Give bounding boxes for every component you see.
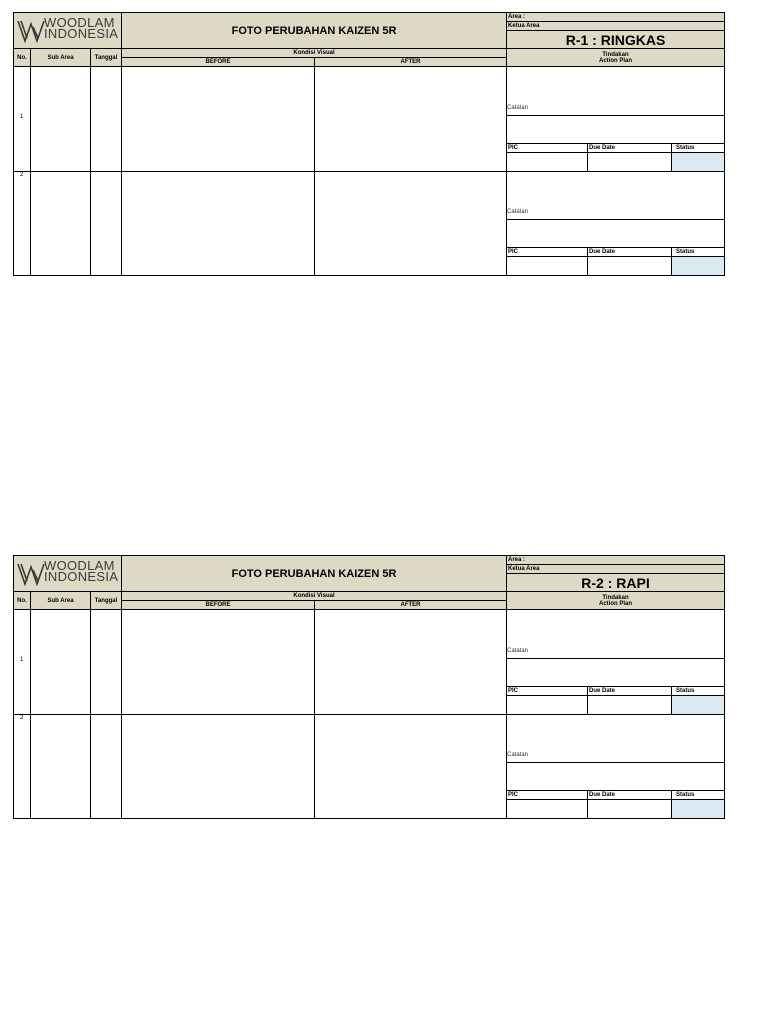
row-1-pic-label: PIC: [506, 686, 588, 696]
row-2-status-label: Status: [671, 790, 725, 800]
row-2-catatan-field[interactable]: [506, 762, 725, 791]
page-title: FOTO PERUBAHAN KAIZEN 5R: [121, 12, 507, 49]
tindakan-label: Tindakan: [602, 51, 629, 58]
area-label: Area :: [506, 12, 725, 22]
woodlam-logo-icon: [16, 562, 46, 586]
row-2-tindakan-cell[interactable]: [506, 171, 725, 220]
row-2-pic-label: PIC: [506, 790, 588, 800]
ketua-area-label: Ketua Area: [506, 564, 725, 574]
tindakan-label: Tindakan: [602, 594, 629, 601]
row-2-due-date-label: Due Date: [587, 247, 672, 257]
row-1-status-label: Status: [671, 686, 725, 696]
logo-line-1: WOODLAM: [44, 15, 115, 30]
row-1-sub-area-cell[interactable]: [30, 609, 91, 715]
row-1-due-date-field[interactable]: [587, 695, 672, 715]
catatan-label: Catatan: [507, 752, 529, 758]
catatan-label: Catatan: [507, 648, 529, 654]
row-number: 2: [20, 172, 24, 178]
area-label: Area :: [506, 555, 725, 565]
col-header-after: AFTER: [314, 600, 507, 610]
row-number: 1: [20, 657, 24, 663]
logo-wordmark: [44, 17, 118, 39]
row-2-sub-area-cell[interactable]: [30, 714, 91, 819]
row-1-tindakan-cell[interactable]: [506, 609, 725, 659]
row-2-due-date-label: Due Date: [587, 790, 672, 800]
row-1-due-date-label: Due Date: [587, 686, 672, 696]
row-1-catatan-field[interactable]: [506, 658, 725, 687]
action-plan-label: Action Plan: [598, 57, 632, 64]
logo-line-1: WOODLAM: [44, 558, 115, 573]
row-1-after-photo[interactable]: [314, 66, 507, 172]
row-1-after-photo[interactable]: [314, 609, 507, 715]
col-header-tindakan: [506, 48, 725, 67]
row-1-no-cell: [13, 609, 31, 715]
col-header-no: No.: [13, 48, 31, 67]
logo-line-2: INDONESIA: [44, 26, 119, 41]
catatan-label: Catatan: [507, 105, 529, 111]
row-2-before-photo[interactable]: [121, 171, 315, 276]
logo-cell: [13, 12, 122, 49]
row-2-due-date-field[interactable]: [587, 799, 672, 819]
row-1-due-date-field[interactable]: [587, 152, 672, 172]
logo-line-2: INDONESIA: [44, 569, 119, 584]
row-1-catatan-field[interactable]: [506, 115, 725, 144]
woodlam-logo-icon: [16, 19, 46, 43]
row-2-tindakan-cell[interactable]: [506, 714, 725, 763]
row-2-catatan-field[interactable]: [506, 219, 725, 248]
row-2-tanggal-cell[interactable]: [90, 171, 122, 276]
col-header-kondisi-visual: Kondisi Visual: [121, 591, 507, 601]
col-header-before: BEFORE: [121, 57, 315, 67]
ketua-area-label: Ketua Area: [506, 21, 725, 31]
col-header-tanggal: Tanggal: [90, 48, 122, 67]
row-1-pic-field[interactable]: [506, 695, 588, 715]
row-1-status-field[interactable]: [671, 152, 725, 172]
row-1-sub-area-cell[interactable]: [30, 66, 91, 172]
col-header-sub-area: Sub Area: [30, 48, 91, 67]
row-2-no-cell: [13, 714, 31, 819]
catatan-label: Catatan: [507, 209, 529, 215]
row-1-no-cell: [13, 66, 31, 172]
sheet-code: R-1 : RINGKAS: [506, 30, 725, 49]
row-2-status-label: Status: [671, 247, 725, 257]
col-header-tanggal: Tanggal: [90, 591, 122, 610]
row-2-before-photo[interactable]: [121, 714, 315, 819]
row-2-pic-field[interactable]: [506, 256, 588, 276]
row-2-tanggal-cell[interactable]: [90, 714, 122, 819]
page-title: FOTO PERUBAHAN KAIZEN 5R: [121, 555, 507, 592]
row-2-status-field[interactable]: [671, 799, 725, 819]
row-2-sub-area-cell[interactable]: [30, 171, 91, 276]
row-number: 2: [20, 715, 24, 721]
logo-cell: [13, 555, 122, 592]
row-1-pic-field[interactable]: [506, 152, 588, 172]
col-header-tindakan: [506, 591, 725, 610]
row-1-before-photo[interactable]: [121, 609, 315, 715]
col-header-after: AFTER: [314, 57, 507, 67]
col-header-before: BEFORE: [121, 600, 315, 610]
sheet-code: R-2 : RAPI: [506, 573, 725, 592]
row-2-after-photo[interactable]: [314, 171, 507, 276]
row-1-tanggal-cell[interactable]: [90, 66, 122, 172]
row-1-tindakan-cell[interactable]: [506, 66, 725, 116]
logo-wordmark: [44, 560, 118, 582]
row-2-after-photo[interactable]: [314, 714, 507, 819]
row-1-pic-label: PIC: [506, 143, 588, 153]
row-2-no-cell: [13, 171, 31, 276]
row-1-status-label: Status: [671, 143, 725, 153]
row-2-due-date-field[interactable]: [587, 256, 672, 276]
action-plan-label: Action Plan: [598, 600, 632, 607]
row-2-pic-label: PIC: [506, 247, 588, 257]
row-1-tanggal-cell[interactable]: [90, 609, 122, 715]
col-header-no: No.: [13, 591, 31, 610]
row-1-before-photo[interactable]: [121, 66, 315, 172]
row-1-due-date-label: Due Date: [587, 143, 672, 153]
row-2-pic-field[interactable]: [506, 799, 588, 819]
col-header-kondisi-visual: Kondisi Visual: [121, 48, 507, 58]
col-header-sub-area: Sub Area: [30, 591, 91, 610]
row-number: 1: [20, 114, 24, 120]
row-2-status-field[interactable]: [671, 256, 725, 276]
row-1-status-field[interactable]: [671, 695, 725, 715]
